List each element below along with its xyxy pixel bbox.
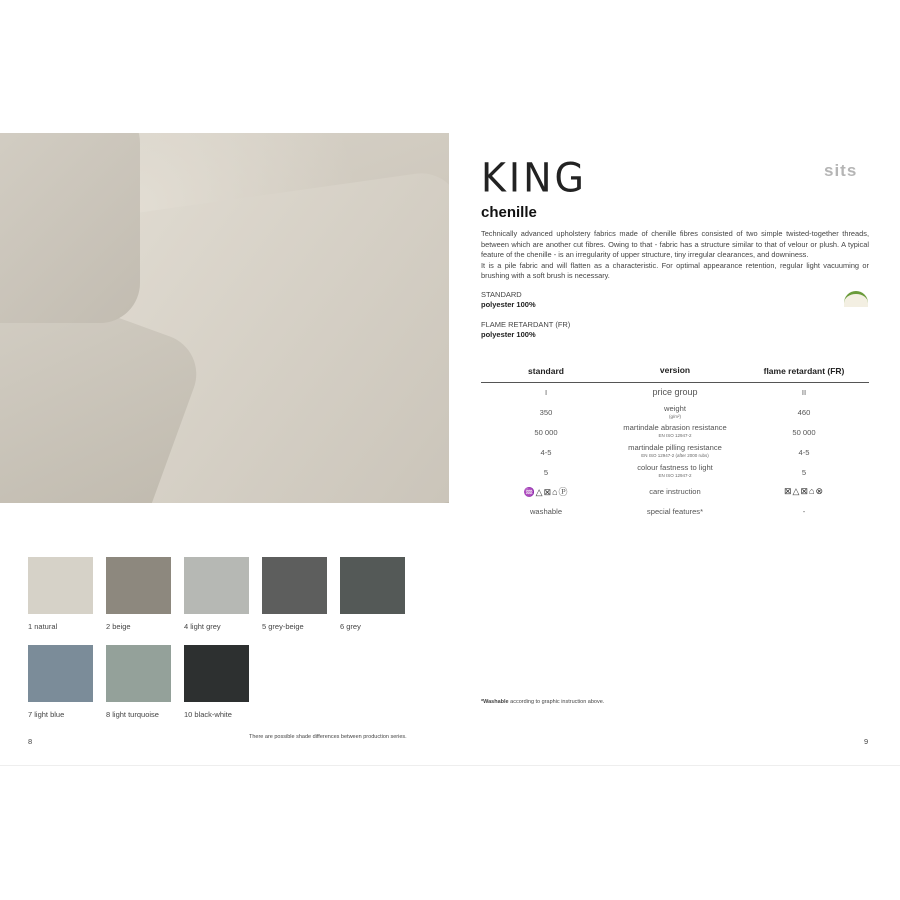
color-swatch[interactable] bbox=[184, 645, 249, 702]
header-fr: flame retardant (FR) bbox=[763, 366, 845, 376]
swatch-label: 5 grey-beige bbox=[262, 622, 304, 631]
property bbox=[611, 488, 739, 496]
swatch-label: 2 beige bbox=[106, 622, 131, 631]
swatch-label: 6 grey bbox=[340, 622, 361, 631]
fabric-type: chenille bbox=[481, 204, 537, 221]
fr-value: 5 bbox=[801, 467, 807, 477]
table-header bbox=[481, 366, 869, 383]
spec-table bbox=[481, 366, 869, 522]
swatch-label: 10 black-white bbox=[184, 710, 232, 719]
table-row bbox=[481, 502, 869, 522]
property-note: EN ISO 12947-2 bbox=[658, 473, 692, 479]
color-swatch[interactable] bbox=[28, 645, 93, 702]
property-label: martindale abrasion resistance bbox=[623, 423, 727, 433]
table-row bbox=[481, 482, 869, 502]
table-row bbox=[481, 403, 869, 423]
fr-value: II bbox=[801, 388, 807, 398]
page-number-right: 9 bbox=[864, 737, 869, 746]
standard-value: 50 000 bbox=[534, 427, 558, 437]
color-swatch[interactable] bbox=[106, 557, 171, 614]
description-text-2: It is a pile fabric and will flatten as a characteristic. For optimal appearance retention, regular light vacuuming or brushing with a soft brush is necessary. bbox=[481, 260, 869, 280]
property bbox=[611, 424, 739, 440]
footnote-bold: *Washable bbox=[481, 699, 509, 705]
standard-value: ♒△⊠⌂Ⓟ bbox=[523, 487, 569, 498]
page-title: KING bbox=[481, 154, 587, 202]
swatch-label: 4 light grey bbox=[184, 622, 221, 631]
standard-value: 4-5 bbox=[540, 447, 552, 457]
description-text: Technically advanced upholstery fabrics made of chenille fibres consisted of two simple twisted-together threads, between which are another cut fibres. Owing to that - fabric has a structure similar to that of velour or plush. A typical feature of the chenille - is an irregularity of upper structure, tiny irregular clearances, and downiness. bbox=[481, 229, 869, 259]
standard-value: 5 bbox=[543, 467, 549, 477]
property-note: (g/m²) bbox=[669, 413, 681, 419]
header-standard: standard bbox=[528, 366, 564, 376]
standard-value: 350 bbox=[539, 408, 553, 418]
page-number-left: 8 bbox=[28, 737, 33, 746]
table-row bbox=[481, 423, 869, 443]
material-standard bbox=[481, 290, 536, 310]
color-swatch[interactable] bbox=[340, 557, 405, 614]
swatch-label: 1 natural bbox=[28, 622, 58, 631]
footnote-text: according to graphic instruction above. bbox=[508, 699, 605, 705]
table-row bbox=[481, 462, 869, 482]
fr-value: 460 bbox=[797, 408, 811, 418]
brand-logo: sits bbox=[824, 161, 858, 180]
fr-value: 50 000 bbox=[792, 427, 816, 437]
material-label: STANDARD bbox=[481, 290, 522, 299]
property bbox=[611, 464, 739, 480]
property-label: weight bbox=[664, 403, 686, 413]
footnote bbox=[481, 699, 604, 705]
eco-certificate-icon bbox=[844, 291, 868, 307]
property bbox=[611, 444, 739, 460]
table-row bbox=[481, 383, 869, 403]
material-label: FLAME RETARDANT (FR) bbox=[481, 320, 571, 329]
swatch-label: 8 light turquoise bbox=[106, 710, 159, 719]
material-fr bbox=[481, 320, 570, 340]
property-label: care instruction bbox=[649, 486, 701, 496]
fabric-photo bbox=[0, 133, 449, 503]
description bbox=[481, 229, 869, 282]
property-label: martindale pilling resistance bbox=[628, 443, 722, 453]
color-swatch[interactable] bbox=[28, 557, 93, 614]
header-version: version bbox=[659, 365, 691, 375]
page-bottom-edge bbox=[0, 765, 900, 766]
color-swatch[interactable] bbox=[106, 645, 171, 702]
fr-value: 4-5 bbox=[798, 447, 810, 457]
property-label: price group bbox=[652, 387, 698, 398]
color-swatch[interactable] bbox=[262, 557, 327, 614]
standard-value: washable bbox=[529, 507, 563, 517]
property-label: colour fastness to light bbox=[637, 463, 713, 473]
color-swatch[interactable] bbox=[184, 557, 249, 614]
shade-note: There are possible shade differences between production series. bbox=[249, 734, 407, 740]
fr-value: - bbox=[802, 507, 806, 517]
property bbox=[611, 508, 739, 516]
property-label: special features* bbox=[646, 506, 704, 516]
fr-value: ⊠△⊠⌂⊗ bbox=[784, 486, 824, 497]
property bbox=[611, 405, 739, 421]
material-value: polyester 100% bbox=[481, 300, 536, 309]
table-row bbox=[481, 442, 869, 462]
property-note: EN ISO 12947-2 bbox=[658, 433, 692, 439]
standard-value: I bbox=[544, 388, 548, 398]
material-value: polyester 100% bbox=[481, 330, 536, 339]
property-note: EN ISO 12947-2 (after 2000 rubs) bbox=[641, 453, 709, 459]
swatch-label: 7 light blue bbox=[28, 710, 65, 719]
property bbox=[611, 388, 739, 397]
